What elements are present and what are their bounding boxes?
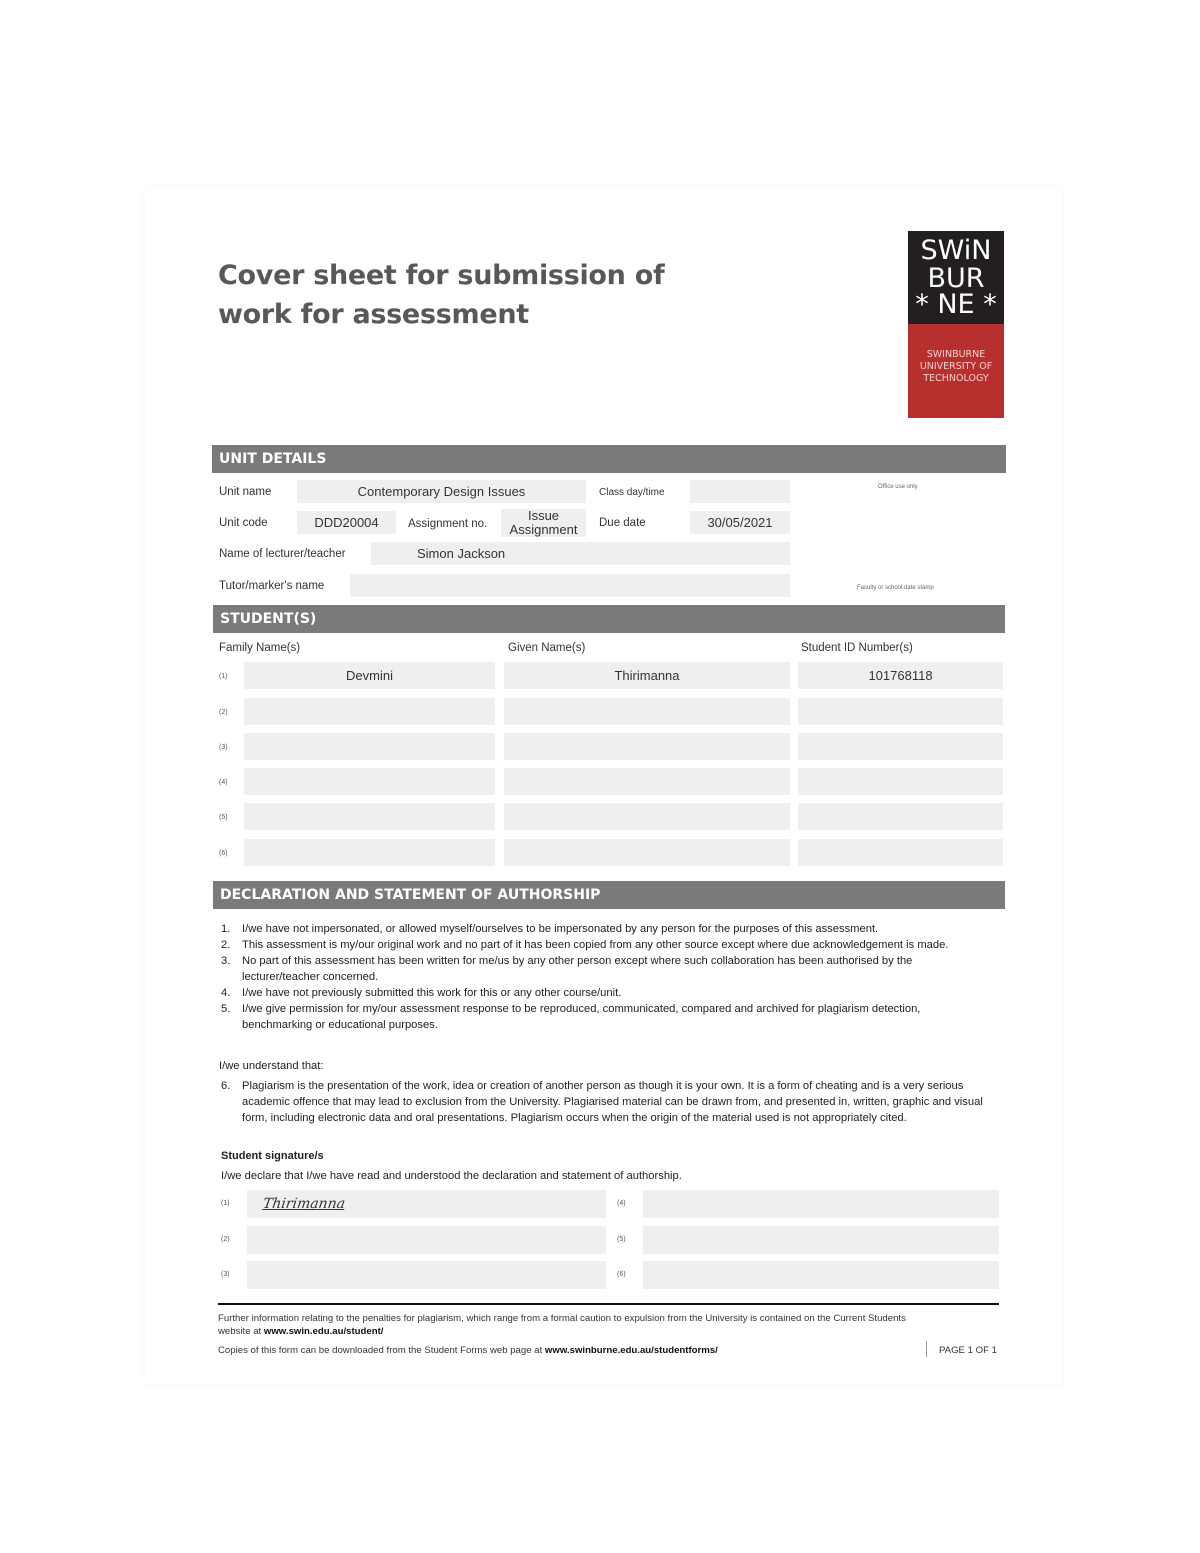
declaration-item-number: 5. [221,1003,231,1015]
class-day-label: Class day/time [599,487,665,498]
given-name-field[interactable] [504,839,790,866]
students-heading: STUDENT(S) [213,605,1005,633]
given-name-field[interactable] [504,768,790,795]
declaration-item-text: I/we have not impersonated, or allowed myself/ourselves to be impersonated by any person for the purposes of this assessment. [242,923,879,935]
given-name-field[interactable] [504,662,790,689]
footer-separator [926,1341,927,1357]
swinburne-logo [908,231,1004,418]
page-title [218,256,738,334]
footer-line-3 [218,1344,718,1357]
logo-word-line-1: SWiN [920,235,992,266]
student-site-link[interactable]: www.swin.edu.au/student/ [263,1326,384,1337]
signature-field[interactable] [643,1261,999,1289]
declaration-item-number: 1. [221,923,231,935]
student-id-field[interactable] [798,803,1003,830]
signature-field[interactable] [643,1190,999,1218]
declaration-item [221,921,991,937]
given-name-header: Given Name(s) [508,642,586,654]
declaration-item-number: 2. [221,939,231,951]
declaration-item-number: 3. [221,955,231,967]
family-name-header: Family Name(s) [219,642,301,654]
class-day-field[interactable] [690,480,790,503]
footer-line-3-prefix: Copies of this form can be downloaded from the Student Forms web page at [218,1345,545,1356]
signature-field[interactable] [643,1226,999,1254]
declaration-item [221,1001,991,1033]
footer-line-1: Further information relating to the penalties for plagiarism, which range from a formal caution to expulsion from the University is contained on the Current Students [218,1313,906,1324]
family-name-field[interactable] [244,662,495,689]
title-line-2: work for assessment [218,299,529,330]
unit-name-field[interactable] [297,480,586,503]
signature-number: (6) [617,1271,626,1278]
lecturer-value: Simon Jackson [417,546,506,561]
logo-sub-line-2: UNIVERSITY OF [919,361,993,372]
unit-code-label: Unit code [219,517,268,529]
lecturer-label: Name of lecturer/teacher [219,548,346,560]
given-name-field[interactable] [504,698,790,725]
unit-code-value: DDD20004 [314,515,379,530]
logo-word-line-3: * NE * [915,289,997,320]
student-id-field[interactable] [798,768,1003,795]
signature-number: (5) [617,1236,626,1243]
family-name-field[interactable] [244,839,495,866]
due-date-label: Due date [599,517,646,529]
family-name-field[interactable] [244,768,495,795]
faculty-stamp-label: Faculty or school date stamp [857,585,934,591]
student-id-field[interactable] [798,698,1003,725]
due-date-value: 30/05/2021 [707,515,773,530]
family-name-field[interactable] [244,803,495,830]
plagiarism-item [221,1078,991,1126]
declaration-heading: DECLARATION AND STATEMENT OF AUTHORSHIP [213,881,1005,909]
student-id-field[interactable] [798,733,1003,760]
family-name-field[interactable] [244,698,495,725]
signature-field[interactable] [247,1261,606,1289]
declaration-item [221,937,991,953]
signature-field[interactable] [247,1190,606,1218]
lecturer-field[interactable] [371,542,790,565]
student-id-header: Student ID Number(s) [801,642,913,654]
student-forms-link[interactable]: www.swinburne.edu.au/studentforms/ [544,1345,718,1356]
declaration-item [221,985,991,1001]
assignment-no-label: Assignment no. [408,518,488,530]
footer-divider [218,1303,999,1305]
student-row-number: (6) [219,850,228,857]
student-row-number: (2) [219,709,228,716]
declaration-item-text: I/we have not previously submitted this work for this or any other course/unit. [242,987,622,999]
office-use-label: Office use only [878,484,918,490]
signature-number: (3) [221,1271,230,1278]
signature-statement: I/we declare that I/we have read and understood the declaration and statement of authorship. [221,1170,682,1182]
due-date-field[interactable] [690,511,790,534]
student-row-number: (4) [219,779,228,786]
signature-heading: Student signature/s [221,1150,324,1162]
family-name-value: Devmini [346,668,393,683]
unit-name-value: Contemporary Design Issues [357,484,526,499]
signature-number: (1) [221,1200,230,1207]
family-name-field[interactable] [244,733,495,760]
title-line-1: Cover sheet for submission of [218,260,665,291]
unit-details-heading: UNIT DETAILS [212,445,1006,473]
assignment-no-line-2: Assignment [509,522,578,537]
student-row-number: (3) [219,744,228,751]
student-id-value: 101768118 [868,668,933,683]
page-number: PAGE 1 OF 1 [939,1345,997,1356]
footer-info [218,1312,1008,1338]
tutor-label: Tutor/marker's name [219,580,325,592]
signature-field[interactable] [247,1226,606,1254]
declaration-item-text: This assessment is my/our original work and no part of it has been copied from any other source except where due acknowledgement is made. [242,939,949,951]
signature-number: (4) [617,1200,626,1207]
student-row-number: (1) [219,673,228,680]
student-row-number: (5) [219,814,228,821]
item-6-number: 6. [221,1080,231,1092]
assignment-no-line-1: Issue [527,508,560,523]
unit-code-field[interactable] [297,511,396,534]
signature-value: Thirimanna [261,1196,347,1212]
declaration-item-text: No part of this assessment has been written for me/us by any other person except where such collaboration has been authorised by the lecturer/teacher concerned. [242,955,913,983]
given-name-field[interactable] [504,733,790,760]
footer-line-2 [218,1325,1008,1338]
declaration-list [221,921,991,1033]
footer-line-2-prefix: website at [218,1326,264,1337]
student-id-field[interactable] [798,662,1003,689]
logo-sub-line-3: TECHNOLOGY [923,373,989,384]
declaration-item-text: I/we give permission for my/our assessment response to be reproduced, communicated, compared and archived for plagiarism detection, benchmarking or educational purposes. [242,1003,921,1031]
assignment-no-field[interactable] [501,509,586,537]
understand-text: I/we understand that: [219,1060,324,1072]
item-6-text: Plagiarism is the presentation of the work, idea or creation of another person as though it is your own. It is a form of cheating and is a very serious academic offence that may lead to exclusion from the University. Plagiarised material can be drawn from, and presented in, written, graphic and visual form, including electronic data and oral presentations. Plagiarism occurs when the origin of the material used is not appropriately cited. [242,1080,983,1124]
student-id-field[interactable] [798,839,1003,866]
declaration-item-number: 4. [221,987,231,999]
declaration-item [221,953,991,985]
logo-word-line-2: BUR [927,263,985,294]
logo-sub-line-1: SWINBURNE [926,349,986,360]
unit-name-label: Unit name [219,486,272,498]
tutor-field[interactable] [350,574,790,597]
given-name-value: Thirimanna [614,668,680,683]
signature-number: (2) [221,1236,230,1243]
given-name-field[interactable] [504,803,790,830]
